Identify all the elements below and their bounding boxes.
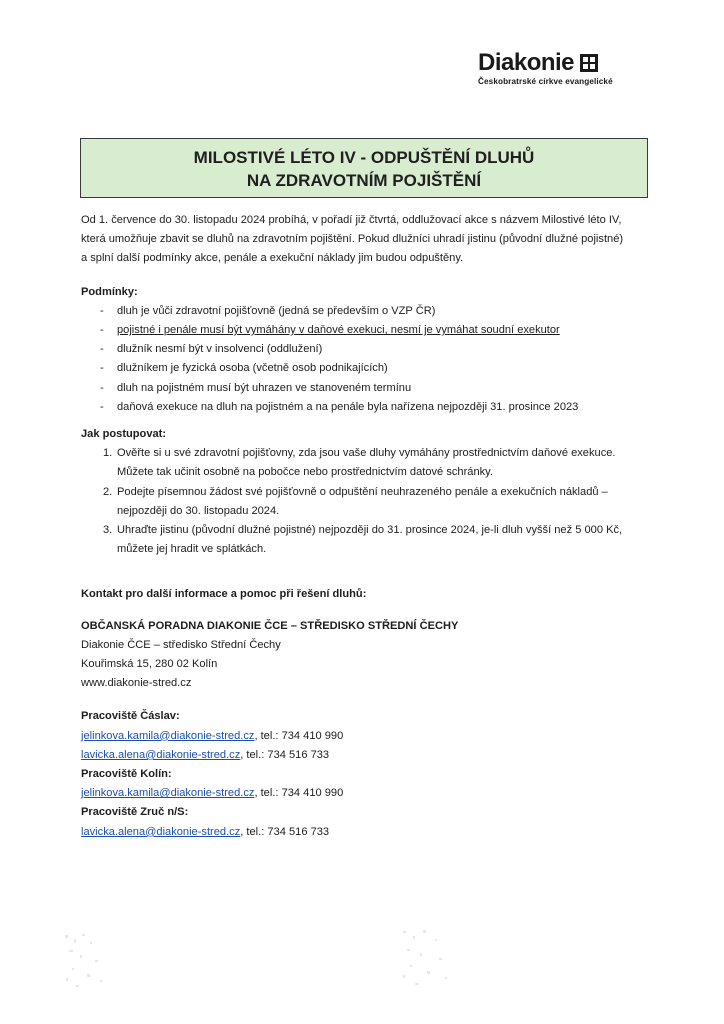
condition-item: - daňová exekuce na dluh na pojistném a na penále byla nařízena nejpozději 31. prosince 2023 <box>100 400 579 413</box>
condition-item: - dlužník nesmí být v insolvenci (oddlužení) <box>100 343 323 356</box>
title-banner <box>80 138 648 198</box>
intro-line-3: a splní další podmínky akce, penále a exekuční náklady jim budou odpuštěny. <box>81 252 464 265</box>
phone-text: , tel.: 734 410 990 <box>254 787 344 800</box>
steps-list <box>81 444 661 559</box>
cross-logo-icon <box>580 54 598 72</box>
title-line-1: MILOSTIVÉ LÉTO IV - ODPUŠTĚNÍ DLUHŮ <box>193 148 535 167</box>
condition-item: - pojistné i penále musí být vymáhány v daňové exekuci, nesmí je vymáhat soudní exekutor <box>100 324 560 337</box>
steps-heading: Jak postupovat: <box>81 428 167 441</box>
logo-wordmark: Diakonie <box>478 49 575 76</box>
workplace-caslav-heading: Pracoviště Čáslav: <box>81 710 180 723</box>
phone-text: , tel.: 734 516 733 <box>240 825 330 838</box>
email-link[interactable]: lavicka.alena@diakonie-stred.cz <box>81 748 241 761</box>
scan-smudge <box>60 930 130 1000</box>
phone-text: , tel.: 734 410 990 <box>254 729 344 742</box>
email-link[interactable]: lavicka.alena@diakonie-stred.cz <box>81 825 241 838</box>
logo-subtitle: Českobratrské církve evangelické <box>478 77 613 86</box>
document-body <box>81 211 661 842</box>
contact-row <box>81 784 661 803</box>
intro-line-2: která umožňuje zbavit se dluhů na zdravotním pojištění. Pokud dlužníci uhradí jistinu (původní dlužné pojistné) <box>81 233 624 246</box>
phone-text: , tel.: 734 516 733 <box>240 748 330 761</box>
org-address: Kouřimská 15, 280 02 Kolín <box>81 658 218 671</box>
conditions-heading: Podmínky: <box>81 285 138 298</box>
diakonie-logo <box>478 50 648 86</box>
title-line-2: NA ZDRAVOTNÍM POJIŠTĚNÍ <box>246 171 482 190</box>
org-title: OBČANSKÁ PORADNA DIAKONIE ČCE – STŘEDISKO STŘEDNÍ ČECHY <box>81 619 459 632</box>
contact-row <box>81 727 661 746</box>
contact-row <box>81 823 661 842</box>
email-link[interactable]: jelinkova.kamila@diakonie-stred.cz <box>81 729 255 742</box>
contact-row <box>81 746 661 765</box>
conditions-list <box>81 302 661 417</box>
condition-item: - dlužníkem je fyzická osoba (včetně osob podnikajících) <box>100 362 388 375</box>
workplace-kolin-heading: Pracoviště Kolín: <box>81 768 172 781</box>
step-item: 1. Ověřte si u své zdravotní pojišťovny, zda jsou vaše dluhy vymáhány prostřednictvím daňové exekuce. Můžete tak učinit osobně na pobočce nebo prostřednictvím datové schránky. <box>103 447 616 479</box>
contact-heading: Kontakt pro další informace a pomoc při řešení dluhů: <box>81 588 367 601</box>
condition-item: - dluh je vůči zdravotní pojišťovně (jedná se především o VZP ČR) <box>100 304 436 317</box>
org-website: www.diakonie-stred.cz <box>81 677 192 690</box>
org-name: Diakonie ČCE – středisko Střední Čechy <box>81 638 281 651</box>
step-item: 3. Uhraďte jistinu (původní dlužné pojistné) nejpozději do 31. prosince 2024, je-li dluh vyšší než 5 000 Kč, můžete jej hradit ve splátkách. <box>103 524 623 556</box>
workplace-zruc-heading: Pracoviště Zruč n/S: <box>81 806 189 819</box>
intro-line-1: Od 1. července do 30. listopadu 2024 probíhá, v pořadí již čtvrtá, oddlužovací akce s názvem Milostivé léto IV, <box>81 214 622 226</box>
email-link[interactable]: jelinkova.kamila@diakonie-stred.cz <box>81 787 255 800</box>
condition-item: - dluh na pojistném musí být uhrazen ve stanoveném termínu <box>100 381 412 394</box>
step-item: 2. Podejte písemnou žádost své pojišťovně o odpuštění neuhrazeného penále a exekučních nákladů – nejpozději do 30. listopadu 2024. <box>103 485 608 517</box>
scan-smudge <box>395 925 465 995</box>
